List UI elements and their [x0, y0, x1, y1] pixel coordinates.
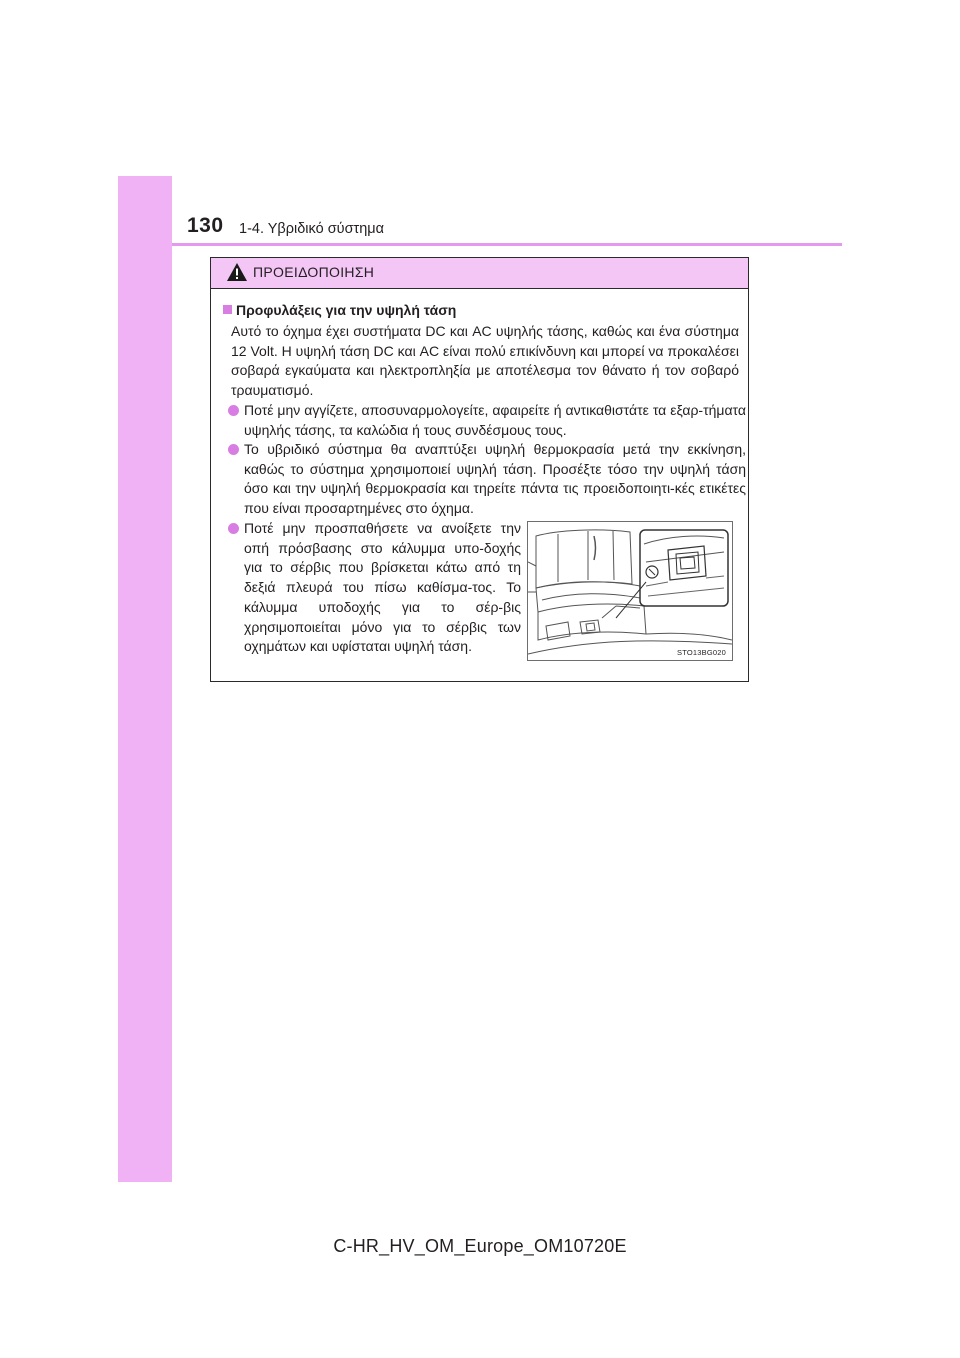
bullet-item	[228, 440, 746, 519]
section-title: 1-4. Υβριδικό σύστημα	[239, 221, 385, 237]
page-number: 130	[187, 214, 224, 237]
intro-paragraph: Αυτό το όχημα έχει συστήματα DC και AC υψηλής τάσης, καθώς και ένα σύστημα 12 Volt. Η υψηλή τάση DC και AC είναι πολύ επικίνδυνη και μπορεί να προκαλέσει σοβαρά εγκαύματα και ηλεκτροπληξία με αποτέλεσμα τον θάνατο ή τον σοβαρό τραυματισμό.	[231, 323, 739, 399]
side-tab-band	[118, 176, 172, 1182]
warning-header	[211, 258, 748, 289]
subheading-text: Προφυλάξεις για την υψηλή τάση	[236, 302, 457, 318]
service-plug-illustration	[527, 521, 733, 661]
warning-title: ΠΡΟΕΙΔΟΠΟΙΗΣΗ	[253, 264, 375, 280]
rear-seat-drawing	[528, 522, 732, 660]
round-bullet-icon	[228, 405, 239, 416]
footer-document-code: C-HR_HV_OM_Europe_OM10720E	[333, 1236, 627, 1256]
round-bullet-icon	[228, 523, 239, 534]
round-bullet-icon	[228, 444, 239, 455]
bullet-text: Ποτέ μην αγγίζετε, αποσυναρμολογείτε, αφαιρείτε ή αντικαθιστάτε τα εξαρ-τήματα υψηλής τάσης, τα καλώδια ή τους συνδέσμους τους.	[244, 402, 746, 438]
bullet-text: Ποτέ μην προσπαθήσετε να ανοίξετε την οπή πρόσβασης στο κάλυμμα υπο-δοχής για το σέρβις που βρίσκεται κάτω από τη δεξιά πλευρά του πίσω καθίσμα-τος. Το κάλυμμα υποδοχής για το σέρ-βις χρησιμοποιείται μόνο για το σέρβις των οχημάτων και υφίσταται υψηλή τάση.	[244, 520, 521, 655]
warning-subheading	[223, 302, 456, 318]
warning-triangle-icon	[226, 262, 248, 282]
warning-box	[210, 257, 749, 682]
square-bullet-icon	[223, 305, 232, 314]
bullet-item	[228, 519, 521, 657]
bullet-text: Το υβριδικό σύστημα θα αναπτύξει υψηλή θερμοκρασία μετά την εκκίνηση, καθώς το σύστημα χρησιμοποιεί υψηλή τάση. Προσέξτε τόσο την υψηλή τάση όσο και την υψηλή θερμοκρασία και τηρείτε πάντα τις προειδοποιητι-κές ετικέτες που είναι προσαρτημένες στο όχημα.	[244, 441, 746, 517]
header-rule	[172, 243, 842, 246]
bullet-item	[228, 401, 746, 440]
illustration-code: STO13BG020	[677, 648, 726, 657]
